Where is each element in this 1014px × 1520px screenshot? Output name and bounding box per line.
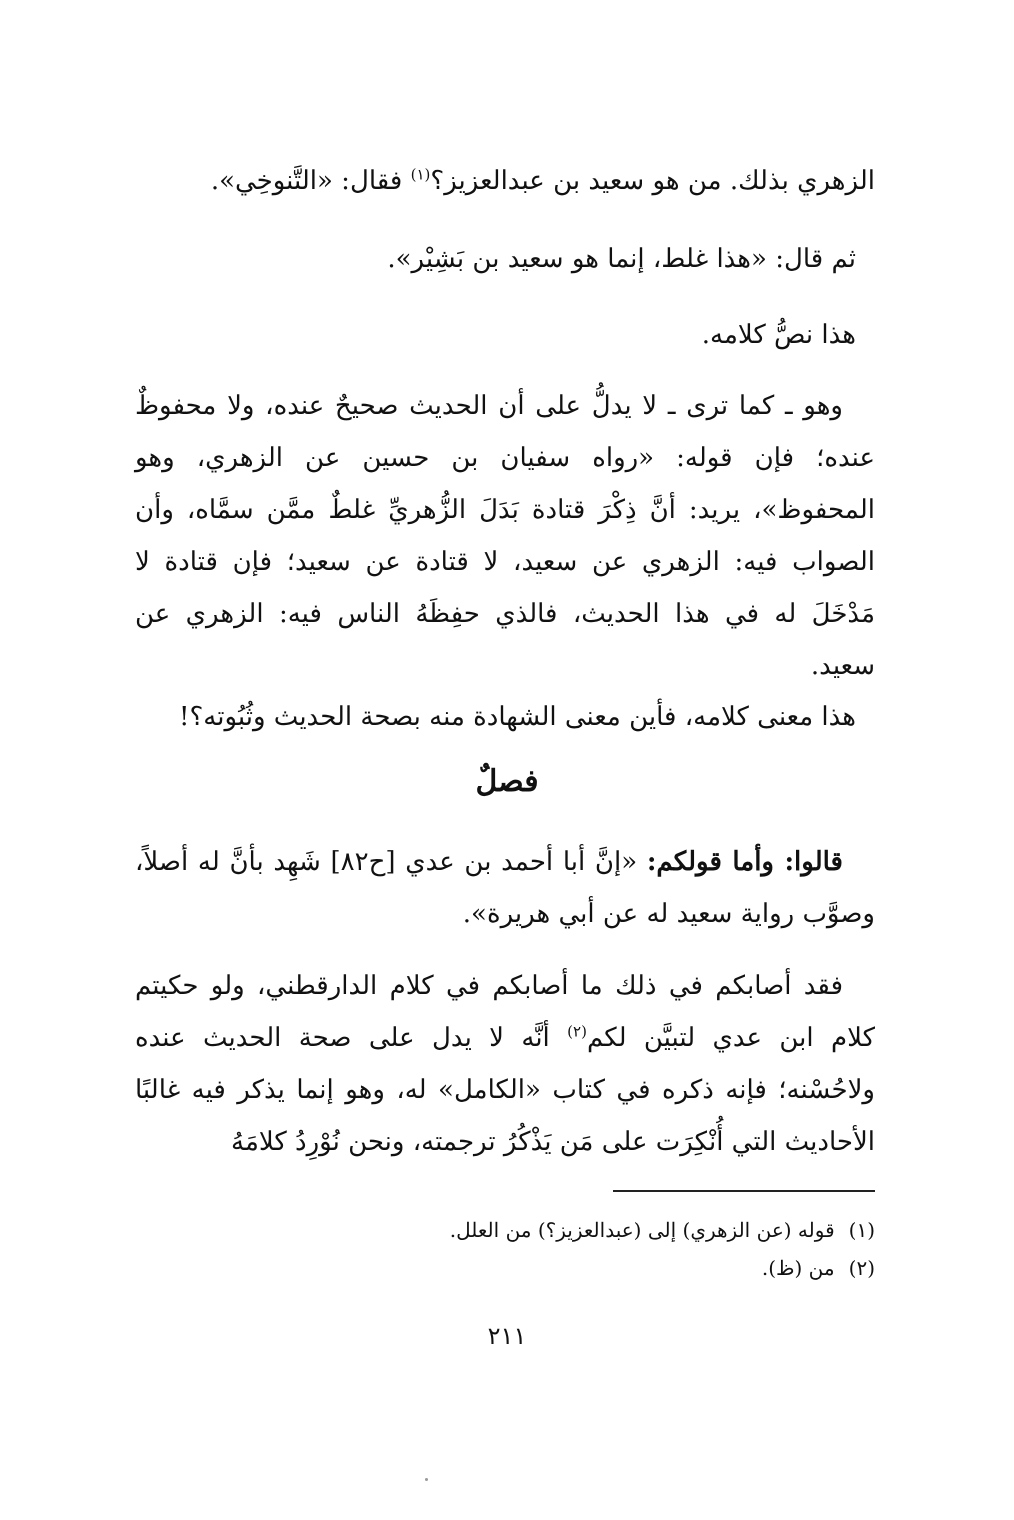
paragraph-2-lead: قالوا: وأما قولكم: (646, 847, 843, 877)
section-heading: فصلٌ (475, 764, 539, 799)
line1-text: الزهري بذلك. من هو سعيد بن عبدالعزيز؟ (430, 166, 875, 196)
page-number: ٢١١ (487, 1322, 527, 1350)
paragraph-2 (135, 836, 875, 940)
footnote-2-number: (٢) (848, 1256, 875, 1280)
text-line-3: هذا نصُّ كلامه. (701, 320, 856, 350)
footnote-2-text: من (ظ). (761, 1256, 835, 1280)
paragraph-3 (135, 960, 875, 1168)
paragraph-3-part-a: فقد أصابكم في ذلك ما أصابكم في كلام الدارقطني، ولو حكيتم كلام ابن عدي لتبيَّن لكم (135, 971, 875, 1053)
footnote-ref-1: (١) (410, 165, 431, 184)
footnote-1 (450, 1218, 875, 1242)
footnote-ref-2: (٢) (567, 1022, 587, 1041)
paragraph-2-rest: «إنَّ أبا أحمد بن عدي [ح٨٢] شَهِد بأنَّ له أصلاً، وصوَّب رواية سعيد له عن أبي هريرة». (135, 847, 875, 929)
footnote-2 (762, 1256, 875, 1280)
paragraph-3-part-b: أنَّه لا يدل على صحة الحديث عنده ولاحُسْنه؛ فإنه ذكره في كتاب «الكامل» له، وهو إنما يذكر فيه غالبًا الأحاديث التي أُنْكِرَت على مَن يَذْكُرُ ترجمته، ونحن نُوْرِدُ كلامَهُ (135, 1023, 875, 1157)
scan-speck (425, 1478, 428, 1481)
line1-rest: فقال: «التَّنوخِي». (210, 166, 411, 196)
footnote-1-number: (١) (848, 1218, 875, 1242)
footnote-separator (613, 1190, 875, 1192)
footnote-1-text: قوله (عن الزهري) إلى (عبدالعزيز؟) من العلل. (449, 1218, 835, 1242)
text-line-1 (211, 166, 875, 196)
text-line-2: ثم قال: «هذا غلط، إنما هو سعيد بن بَشِيْر». (387, 244, 856, 274)
paragraph-1: وهو ـ كما ترى ـ لا يدلُّ على أن الحديث صحيحٌ عنده، ولا محفوظٌ عنده؛ فإن قوله: «رواه سفيان بن حسين عن الزهري، وهو المحفوظ»، يريد: أنَّ ذِكْرَ قتادة بَدَلَ الزُّهريِّ غلطٌ ممَّن سمَّاه، وأن الصواب فيه: الزهري عن سعيد، لا قتادة عن سعيد؛ فإن قتادة لا مَدْخَلَ له في هذا الحديث، فالذي حفِظَهُ الناس فيه: الزهري عن سعيد. (135, 391, 875, 681)
text-line-meaning: هذا معنى كلامه، فأين معنى الشهادة منه بصحة الحديث وثُبُوته؟! (179, 702, 856, 732)
